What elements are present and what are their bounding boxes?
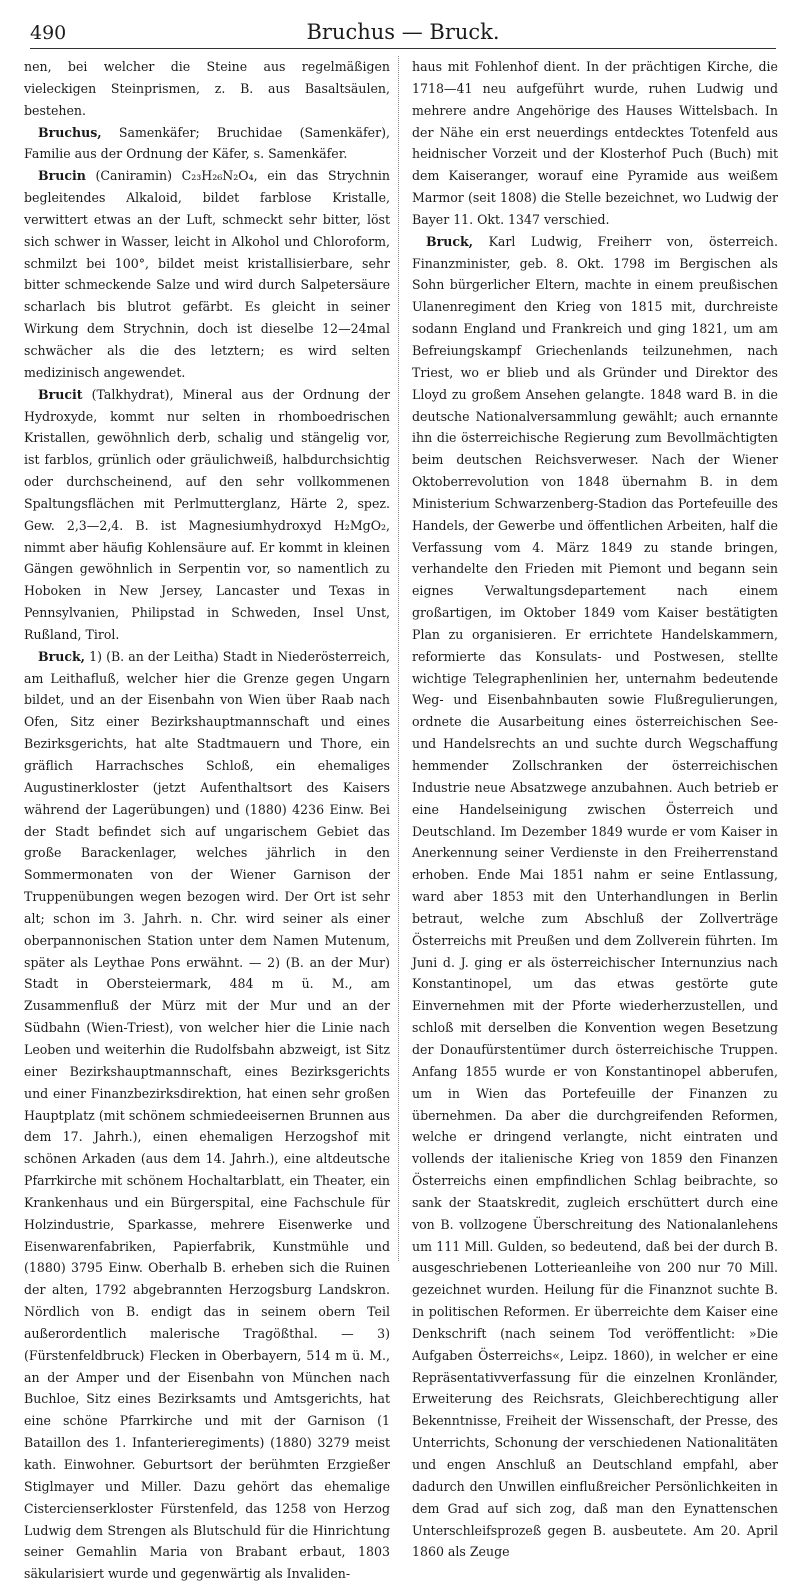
entry-bruck-person bbox=[412, 231, 778, 1563]
entry-bruck-places bbox=[24, 646, 390, 1585]
page-header bbox=[30, 18, 776, 49]
entry-text: Samenkäfer; Bruchidae (Samenkäfer), Familie aus der Ordnung der Käfer, s. Samenkäfer. bbox=[24, 124, 390, 162]
left-column bbox=[24, 56, 390, 1582]
page-number: 490 bbox=[30, 22, 67, 44]
entry-text: (Talkhydrat), Mineral aus der Ordnung der Hydroxyde, kommt nur selten in rhomboedrischen Kristallen, gewöhnlich derb, schalig und stängelig vor, ist farblos, grünlich oder gräulichweiß, halbdurchsichtig oder durchscheinend, auf den sehr vollkommenen Spaltungsflächen mit Perlmutterglanz, Härte 2, spez. Gew. 2,3—2,4. B. ist Magnesiumhydroxyd H₂MgO₂, nimmt aber häufig Kohlensäure auf. Er kommt in kleinen Gängen gewöhnlich in Serpentin vor, so namentlich zu Hoboken in New Jersey, Lancaster und Texas in Pennsylvanien, Philipstad in Schweden, Insel Unst, Rußland, Tirol. bbox=[24, 386, 390, 642]
entry-text: (Caniramin) C₂₃H₂₆N₂O₄, ein das Strychnin begleitendes Alkaloid, bildet farblose Kristalle, verwittert etwas an der Luft, schmeckt sehr bitter, löst sich schwer in Wasser, leicht in Alkohol und Chloroform, schmilzt bei 100°, bildet meist kristallisierbare, sehr bitter schmeckende Salze und wird durch Salpetersäure scharlach bis blutrot gefärbt. Es gleicht in seiner Wirkung dem Strychnin, doch ist dieselbe 12—24mal schwächer als die des letztern; es wird selten medizinisch angewendet. bbox=[24, 168, 390, 380]
entry-text: haus mit Fohlenhof dient. In der prächtigen Kirche, die 1718—41 neu aufgeführt wurde, ruhen Ludwig und mehrere andre Angehörige des Hauses Wittelsbach. In der Nähe ein erst neuerdings entdecktes Totenfeld aus heidnischer Vorzeit und der Klosterhof Puch (Buch) mit dem Kaiseranger, worauf eine Pyramide aus weißem Marmor (seit 1808) die Stelle bezeichnet, wo Ludwig der Bayer 11. Okt. 1347 verschied. bbox=[412, 59, 778, 227]
entry-text: 1) (B. an der Leitha) Stadt in Niederösterreich, am Leithafluß, welcher hier die Grenze gegen Ungarn bildet, und an der Eisenbahn von Wien über Raab nach Ofen, Sitz einer Bezirkshauptmannschaft und eines Bezirksgerichts, hat alte Stadtmauern und Thore, ein gräflich Harrachsches Schloß, ein ehemaliges Augustinerkloster (jetzt Aufenthaltsort des Kaisers während der Lagerübungen) und (1880) 4236 Einw. Bei der Stadt befindet sich auf ungarischem Gebiet das große Barackenlager, welches jährlich in den Sommermonaten von der Wiener Garnison der Truppenübungen wegen bezogen wird. Der Ort ist sehr alt; schon im 3. Jahrh. n. Chr. wird seiner als einer oberpannonischen Station unter dem Namen Mutenum, später als Leythae Pons erwähnt. — 2) (B. an der Mur) Stadt in Obersteiermark, 484 m ü. M., am Zusammenfluß der Mürz mit der Mur und an der Südbahn (Wien-Triest), von welcher hier die Linie nach Leoben und weiterhin die Rudolfsbahn abzweigt, ist Sitz einer Bezirkshauptmannschaft, eines Bezirksgerichts und einer Finanzbezirksdirektion, hat einen sehr großen Hauptplatz (mit schönem schmiedeeisernen Brunnen aus dem 17. Jahrh.), einen ehemaligen Herzogshof mit schönen Arkaden (aus dem 14. Jahrh.), eine altdeutsche Pfarrkirche mit schönem Hochaltarblatt, ein Theater, ein Krankenhaus und ein Bürgerspital, eine Fachschule für Holzindustrie, Sparkasse, mehrere Eisenwerke und Eisenwarenfabriken, Papierfabrik, Kunstmühle und (1880) 3795 Einw. Oberhalb B. erheben sich die Ruinen der alten, 1792 abgebrannten Herzogsburg Landskron. Nördlich von B. endigt das in seinem obern Teil außerordentlich malerische Tragößthal. — 3) (Fürstenfeldbruck) Flecken in Oberbayern, 514 m ü. M., an der Amper und der Eisenbahn von München nach Buchloe, Sitz eines Bezirksamts und Amtsgerichts, hat eine schöne Pfarrkirche und mit der Garnison (1 Bataillon des 1. Infanterieregiments) (1880) 3279 meist kath. Einwohner. Geburtsort der berühmten Erzgießer Stiglmayer und Miller. Dazu gehört das ehemalige Cistercienserkloster Fürstenfeld, das 1258 von Herzog Ludwig dem Strengen als Blutschuld für die Hinrichtung seiner Gemahlin Maria von Brabant erbaut, 1803 säkularisiert wurde und gegenwärtig als Invaliden- bbox=[24, 648, 390, 1582]
entry-continuation bbox=[412, 56, 778, 231]
entry-text: nen, bei welcher die Steine aus regelmäßigen vieleckigen Steinprismen, z. B. aus Basaltsäulen, bestehen. bbox=[24, 59, 390, 118]
running-title: Bruchus — Bruck. bbox=[306, 20, 500, 44]
entry-head: Brucit bbox=[38, 386, 83, 402]
entry-head: Bruck, bbox=[38, 648, 86, 664]
entry-text: Karl Ludwig, Freiherr von, österreich. Finanzminister, geb. 8. Okt. 1798 im Bergischen als Sohn bürgerlicher Eltern, machte in einem preußischen Ulanenregiment den Krieg von 1815 mit, durchreiste sodann England und Frankreich und ging 1821, um am Befreiungskampf Griechenlands teilzunehmen, nach Triest, wo er blieb und als Gründer und Direktor des Lloyd zu großem Ansehen gelangte. 1848 ward B. in die deutsche Nationalversammlung gewählt; auch ernannte ihn die österreichische Regierung zum Bevollmächtigten beim deutschen Reichsverweser. Nach der Wiener Oktoberrevolution von 1848 übernahm B. in dem Ministerium Schwarzenberg-Stadion das Portefeuille des Handels, der Gewerbe und öffentlichen Arbeiten, half die Verfassung vom 4. März 1849 zu stande bringen, verhandelte den Frieden mit Piemont und begann sein eignes Verwaltungsdepartement nach einem großartigen, im Oktober 1849 vom Kaiser bestätigten Plan zu organisieren. Er errichtete Handelskammern, reformierte das Konsulats- und Postwesen, stellte wichtige Telegraphenlinien her, unternahm bedeutende Weg- und Eisenbahnbauten sowie Flußregulierungen, ordnete die Ausarbeitung eines österreichischen See- und Handelsrechts an und suchte durch Wegschaffung hemmender Zollschranken der österreichischen Industrie neue Absatzwege anzubahnen. Auch betrieb er eine Handelseinigung zwischen Österreich und Deutschland. Im Dezember 1849 wurde er vom Kaiser in Anerkennung seiner Verdienste in den Freiherrenstand erhoben. Ende Mai 1851 nahm er seine Entlassung, ward aber 1853 mit den Unterhandlungen in Berlin betraut, welche zum Abschluß der Zollverträge Österreichs mit Preußen und dem Zollverein führten. Im Juni d. J. ging er als österreichischer Internunzius nach Konstantinopel, um das etwas gestörte gute Einvernehmen mit der Pforte wiederherzustellen, und schloß mit derselben die Konvention wegen Besetzung der Donaufürstentümer durch österreichische Truppen. Anfang 1855 wurde er von Konstantinopel abberufen, um in Wien das Portefeuille der Finanzen zu übernehmen. Da aber die durchgreifenden Reformen, welche er dringend verlangte, nicht eintraten und vollends der italienische Krieg von 1859 den Finanzen Österreichs einen empfindlichen Schlag beibrachte, so sank der Staatskredit, zugleich erschüttert durch eine von B. vollzogene Überschreitung des Nationalanlehens um 111 Mill. Gulden, so bedeutend, daß bei der durch B. ausgeschriebenen Lotterieanleihe von 200 nur 70 Mill. gezeichnet wurden. Heilung für die Finanznot suchte B. in politischen Reformen. Er überreichte dem Kaiser eine Denkschrift (nach seinem Tod veröffentlicht: »Die Aufgaben Österreichs«, Leipz. 1860), in welcher er eine Repräsentativverfassung für die einzelnen Kronländer, Erweiterung des Reichsrats, Gleichberechtigung aller Bekenntnisse, Freiheit der Wissenschaft, der Presse, des Unterrichts, Schonung der verschiedenen Nationalitäten und engen Anschluß an Deutschland empfahl, aber dadurch den Unwillen einflußreicher Persönlichkeiten in dem Grad auf sich zog, daß man den Eynattenschen Unterschleifsprozeß gegen B. ausbeutete. Am 20. April 1860 als Zeuge bbox=[412, 233, 778, 1560]
entry-head: Bruck, bbox=[426, 233, 474, 249]
entry-brucin bbox=[24, 165, 390, 383]
entry-head: Bruchus, bbox=[38, 124, 102, 140]
column-divider bbox=[398, 56, 399, 1261]
entry-head: Brucin bbox=[38, 168, 86, 184]
entry-continuation bbox=[24, 56, 390, 122]
entry-brucit bbox=[24, 384, 390, 646]
entry-bruchus bbox=[24, 122, 390, 166]
right-column bbox=[412, 56, 778, 1560]
